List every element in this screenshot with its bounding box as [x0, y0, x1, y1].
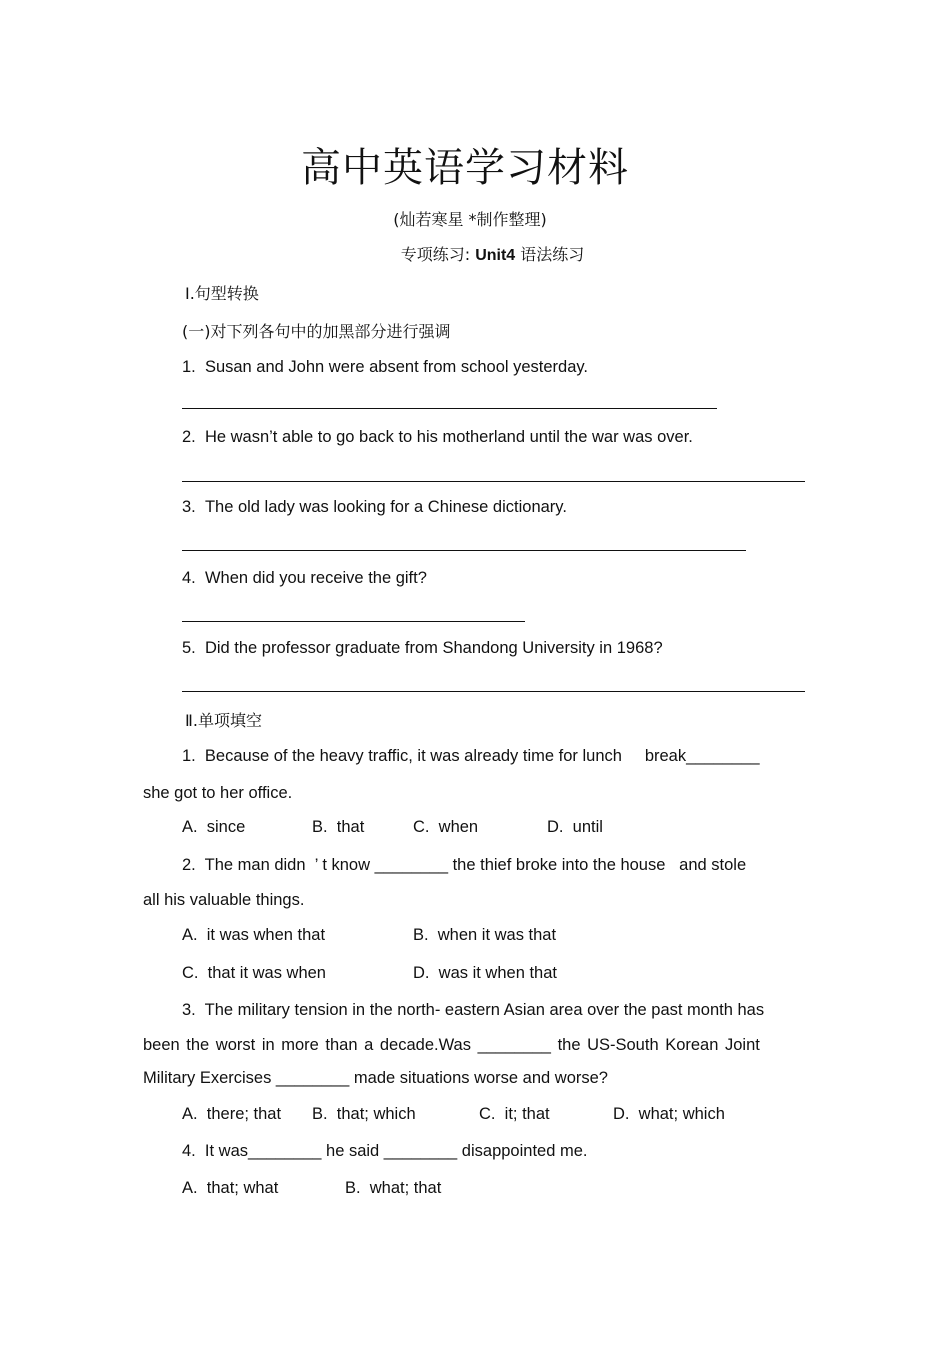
mc-question-3: 3. The military tension in the north- eastern Asian area over the past month has [182, 1001, 765, 1019]
mc-option[interactable]: C. that it was when [182, 964, 326, 982]
section1-heading: Ⅰ.句型转换 [185, 284, 259, 303]
topic-suffix: 语法练习 [520, 245, 585, 264]
item-text: The old lady was looking for a Chinese dictionary. [204, 498, 567, 516]
item-text: When did you receive the gift? [204, 569, 427, 587]
topic-unit: Unit4 [475, 247, 516, 264]
mc-question-2-cont: all his valuable things. [143, 891, 305, 909]
mc-option[interactable]: A. there; that [182, 1105, 282, 1123]
mc-question-4: 4. It was________ he said ________ disappointed me. [182, 1142, 588, 1160]
rewrite-item-1 [182, 358, 588, 377]
mc-option[interactable]: B. that [312, 818, 365, 836]
section1-subheading: (一)对下列各句中的加黑部分进行强调 [182, 322, 451, 341]
mc-option[interactable]: B. that; which [312, 1105, 416, 1123]
mc-question-3-cont: been the worst in more than a decade.Was ________ the US-South Korean Joint [143, 1036, 760, 1054]
mc-question-2: 2. The man didn ’ t know ________ the thief broke into the house and stole [182, 856, 747, 874]
answer-line-2[interactable] [182, 481, 805, 482]
item-number: 3. [182, 498, 196, 516]
mc-option[interactable]: B. when it was that [413, 926, 557, 944]
topic-line [0, 242, 950, 265]
page-title: 高中英语学习材料 [301, 145, 629, 191]
mc-option[interactable]: B. what; that [345, 1179, 442, 1197]
mc-question-3-cont: Military Exercises ________ made situations worse and worse? [143, 1069, 608, 1087]
answer-line-3[interactable] [182, 550, 746, 551]
mc-option[interactable]: C. it; that [479, 1105, 550, 1123]
item-text: Did the professor graduate from Shandong University in 1968? [204, 639, 663, 657]
item-number: 2. [182, 428, 196, 446]
answer-line-4[interactable] [182, 621, 525, 622]
rewrite-item-3 [182, 498, 567, 517]
mc-option[interactable]: D. was it when that [413, 964, 557, 982]
mc-option[interactable]: C. when [413, 818, 479, 836]
answer-line-5[interactable] [182, 691, 805, 692]
mc-option[interactable]: D. until [547, 818, 603, 836]
item-text: Susan and John were absent from school yesterday. [204, 358, 589, 376]
rewrite-item-4 [182, 569, 427, 588]
rewrite-item-2 [182, 428, 693, 447]
item-number: 4. [182, 569, 196, 587]
mc-option[interactable]: A. it was when that [182, 926, 326, 944]
item-number: 1. [182, 358, 196, 376]
item-number: 5. [182, 639, 196, 657]
mc-option[interactable]: A. since [182, 818, 246, 836]
section2-heading: Ⅱ.单项填空 [185, 711, 262, 730]
answer-line-1[interactable] [182, 408, 717, 409]
item-text: He wasn’t able to go back to his motherland until the war was over. [204, 428, 693, 446]
mc-question-1: 1. Because of the heavy traffic, it was already time for lunch break________ [182, 747, 760, 765]
mc-option[interactable]: A. that; what [182, 1179, 279, 1197]
topic-prefix: 专项练习: [400, 245, 471, 264]
mc-question-1-cont: she got to her office. [143, 784, 293, 802]
subtitle: (灿若寒星 *制作整理) [393, 210, 547, 229]
rewrite-item-5 [182, 639, 663, 658]
mc-option[interactable]: D. what; which [613, 1105, 725, 1123]
